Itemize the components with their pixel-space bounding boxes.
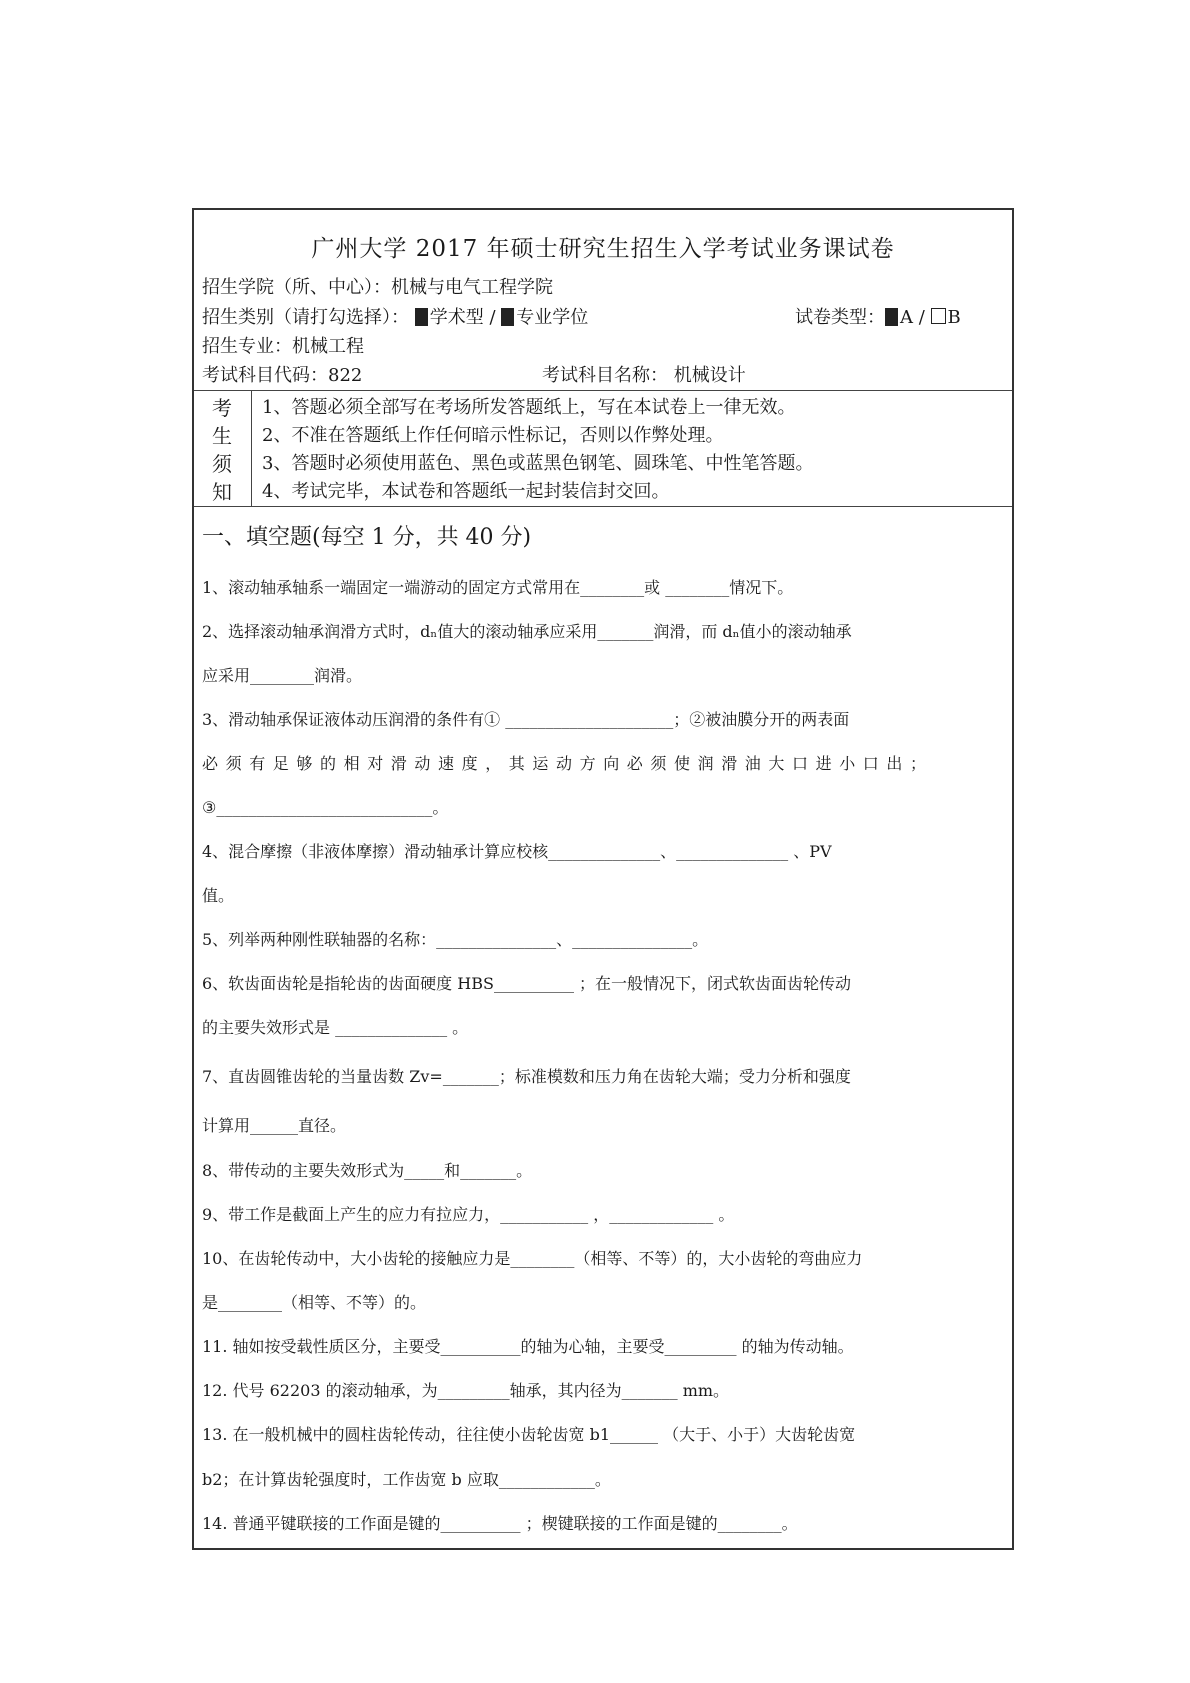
- question-line-1: 1、滚动轴承轴系一端固定一端游动的固定方式常用在________或 ________情况下。: [202, 578, 794, 597]
- subject-code-line: 考试科目代码：822: [202, 365, 363, 386]
- major-line: 招生专业：机械工程: [202, 336, 364, 357]
- notice-item-1: 1、答题必须全部写在考场所发答题纸上，写在本试卷上一律无效。: [262, 397, 796, 418]
- question-line-17: 是________（相等、不等）的。: [202, 1293, 427, 1312]
- question-line-13: 计算用______直径。: [202, 1116, 347, 1135]
- question-line-11: 的主要失效形式是 ______________ 。: [202, 1018, 469, 1037]
- question-line-20: 13. 在一般机械中的圆柱齿轮传动，往往使小齿轮齿宽 b1______ （大于、小于）大齿轮齿宽: [202, 1425, 856, 1444]
- notice-char-4: 知: [212, 480, 232, 504]
- category-professional: 专业学位: [516, 307, 589, 328]
- question-line-8: 值。: [202, 886, 235, 905]
- paper-type-separator: /: [913, 307, 931, 328]
- exam-title: 广州大学 2017 年硕士研究生招生入学考试业务课试卷: [311, 236, 895, 262]
- notice-list: [262, 394, 813, 506]
- notice-item-2: 2、不准在答题纸上作任何暗示性标记，否则以作弊处理。: [262, 425, 724, 446]
- notice-char-3: 须: [212, 452, 232, 476]
- question-line-3: 应采用________润滑。: [202, 666, 363, 685]
- question-line-12: 7、直齿圆锥齿轮的当量齿数 Zv=_______；标准模数和压力角在齿轮大端；受力分析和强度: [202, 1067, 851, 1086]
- paper-type-a: A: [900, 307, 913, 328]
- question-line-7: 4、混合摩擦（非液体摩擦）滑动轴承计算应校核______________、______________ 、PV: [202, 842, 832, 861]
- notice-label-cell: [194, 390, 252, 506]
- question-line-9: 5、列举两种刚性联轴器的名称：_______________、_______________。: [202, 930, 709, 949]
- notice-item-4: 4、考试完毕，本试卷和答题纸一起封装信封交回。: [262, 481, 670, 502]
- subject-name-line: 考试科目名称： 机械设计: [542, 365, 746, 386]
- paper-type-b: B: [947, 307, 961, 328]
- question-line-14: 8、带传动的主要失效形式为_____和_______。: [202, 1161, 533, 1180]
- question-line-10: 6、软齿面齿轮是指轮齿的齿面硬度 HBS__________ ；在一般情况下，闭式软齿面齿轮传动: [202, 974, 852, 993]
- category-line: [202, 303, 588, 329]
- question-line-16: 10、在齿轮传动中，大小齿轮的接触应力是________（相等、不等）的，大小齿轮的弯曲应力: [202, 1249, 863, 1268]
- question-line-4: 3、滑动轴承保证液体动压润滑的条件有① _____________________；②被油膜分开的两表面: [202, 710, 850, 729]
- notice-char-2: 生: [212, 424, 232, 448]
- header-divider: [194, 390, 1012, 391]
- checkbox-paper-b[interactable]: [931, 308, 946, 324]
- paper-type-line: [795, 303, 961, 329]
- notice-char-1: 考: [212, 396, 232, 420]
- paper-type-label: 试卷类型：: [795, 307, 885, 328]
- college-line: 招生学院（所、中心）：机械与电气工程学院: [202, 277, 553, 298]
- category-label: 招生类别（请打勾选择）：: [202, 307, 409, 328]
- question-line-2: 2、选择滚动轴承润滑方式时，dₙ值大的滚动轴承应采用_______润滑，而 dₙ值小的滚动轴承: [202, 622, 852, 641]
- checkbox-professional[interactable]: [501, 308, 514, 326]
- checkbox-academic[interactable]: [415, 308, 428, 326]
- section-title: 一、填空题(每空 1 分，共 40 分): [202, 525, 532, 550]
- question-line-15: 9、带工作是截面上产生的应力有拉应力，___________ ，_____________ 。: [202, 1205, 735, 1224]
- question-line-19: 12. 代号 62203 的滚动轴承，为_________轴承，其内径为_______ mm。: [202, 1381, 730, 1400]
- question-line-6: ③___________________________。: [202, 798, 449, 817]
- question-line-18: 11. 轴如按受载性质区分，主要受__________的轴为心轴，主要受_________ 的轴为传动轴。: [202, 1337, 854, 1356]
- category-separator: /: [483, 307, 502, 328]
- question-line-21: b2；在计算齿轮强度时，工作齿宽 b 应取____________。: [202, 1470, 611, 1489]
- question-line-22: 14. 普通平键联接的工作面是键的__________ ；楔键联接的工作面是键的________。: [202, 1514, 798, 1533]
- notice-item-3: 3、答题时必须使用蓝色、黑色或蓝黑色钢笔、圆珠笔、中性笔答题。: [262, 453, 814, 474]
- category-academic: 学术型: [429, 307, 484, 328]
- checkbox-paper-a[interactable]: [885, 308, 898, 326]
- notice-divider: [194, 506, 1012, 507]
- question-line-5: 必须有足够的相对滑动速度，其运动方向必须使润滑油大口进小口出；: [202, 754, 934, 773]
